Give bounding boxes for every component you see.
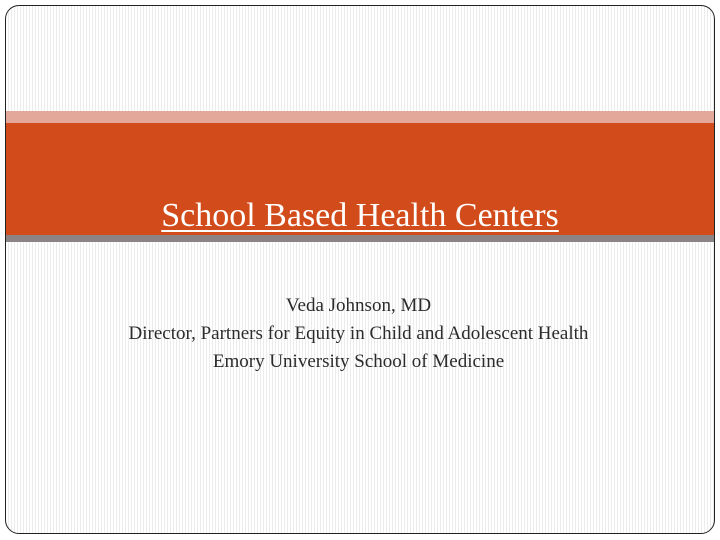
slide-title-text: School Based Health Centers: [161, 197, 559, 234]
presenter-institution: Emory University School of Medicine: [212, 351, 505, 372]
presenter-role: Director, Partners for Equity in Child and Adolescent Health: [128, 323, 589, 344]
slide: [5, 5, 715, 534]
presenter-info: [106, 291, 611, 376]
title-band-top-stripe: [6, 111, 714, 123]
title-band-bottom-stripe: [6, 235, 714, 242]
presenter-name: Veda Johnson, MD: [285, 295, 432, 316]
slide-title: [6, 196, 714, 236]
